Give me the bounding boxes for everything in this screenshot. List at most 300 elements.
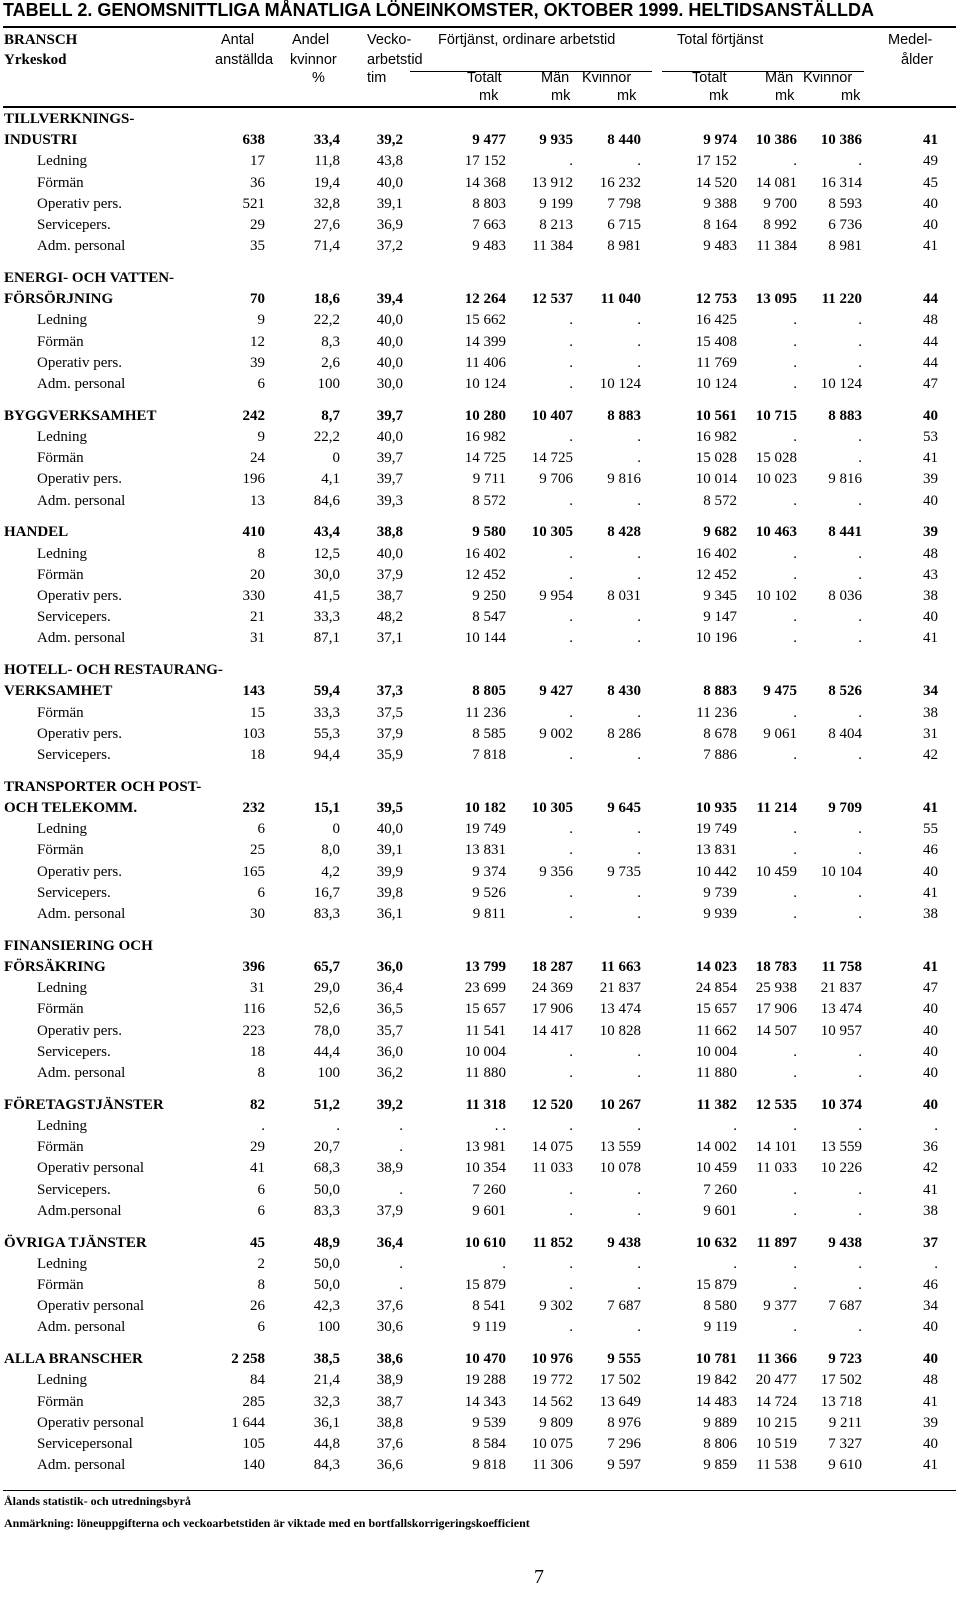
section-title: HANDEL [4, 524, 69, 541]
section-total-cell: 11 758 [821, 959, 862, 975]
table-cell: 31 [250, 980, 265, 997]
table-cell: . [793, 821, 797, 838]
table-cell: 18 [250, 747, 265, 763]
table-cell: 39 [923, 1414, 938, 1431]
table-cell: 8 036 [828, 588, 862, 604]
table-cell: 36,4 [376, 980, 403, 997]
table-cell: 29,0 [313, 980, 340, 997]
table-cell: 11 033 [756, 1160, 797, 1177]
table-cell: 84 [250, 1372, 265, 1389]
section-title: OCH TELEKOMM. [4, 800, 138, 816]
table-cell: . [637, 1118, 641, 1134]
table-cell: . [793, 153, 797, 170]
table-cell: 9 147 [703, 609, 737, 626]
header-unit-3: mk [617, 88, 637, 104]
table-cell: 40 [923, 217, 938, 233]
table-cell: 29 [250, 217, 265, 233]
row-label: Operativ pers. [37, 725, 122, 742]
table-cell: 48 [923, 1372, 938, 1389]
table-cell: 38,9 [376, 1372, 403, 1389]
table-cell: . [858, 312, 862, 329]
section-total-cell: 41 [923, 132, 938, 149]
section-total-cell: 37 [923, 1234, 938, 1251]
table-cell: 15 657 [464, 1001, 506, 1018]
table-cell: . [793, 1277, 797, 1293]
table-cell: 37,6 [376, 1436, 403, 1452]
table-cell: 14 724 [755, 1393, 797, 1410]
row-label: Operativ personal [37, 1298, 145, 1315]
table-cell: . [569, 153, 573, 170]
footer-source: Ålands statistik- och utredningsbyrå [4, 1494, 191, 1508]
table-cell: 8 547 [472, 609, 506, 626]
row-label: Operativ pers. [37, 195, 122, 212]
section-total-cell: 18 287 [531, 959, 573, 975]
table-cell: 11 306 [532, 1457, 573, 1474]
table-cell: . [793, 492, 797, 509]
table-cell: 11 384 [532, 238, 573, 255]
section-total-cell: 9 475 [763, 683, 797, 700]
table-cell: 14 507 [755, 1022, 797, 1039]
section-total-cell: 13 095 [755, 291, 797, 308]
section-total-cell: 33,4 [313, 132, 340, 149]
row-label: Adm. personal [37, 492, 126, 509]
row-label: Förmän [37, 174, 84, 191]
table-cell: 36,9 [376, 217, 403, 233]
table-cell: . [858, 429, 862, 445]
table-cell: 11 769 [696, 354, 737, 371]
table-cell: 9 809 [539, 1414, 573, 1431]
section-total-cell: 11 318 [465, 1096, 506, 1113]
table-cell: 41 [923, 1181, 938, 1198]
table-cell: 17 152 [695, 153, 737, 170]
table-cell: 14 081 [755, 174, 797, 191]
table-cell: . [399, 1255, 403, 1272]
bottom-rule [3, 1490, 956, 1491]
table-cell: . [637, 1181, 641, 1198]
row-label: Ledning [37, 980, 87, 997]
table-cell: 39,7 [376, 450, 403, 467]
table-cell: 37,6 [376, 1298, 403, 1315]
row-label: Adm. personal [37, 1319, 126, 1336]
table-cell: . [793, 1202, 797, 1219]
table-cell: 0 [332, 821, 340, 838]
table-cell: . [858, 1255, 862, 1272]
header-kvinnor-2: Kvinnor [803, 70, 853, 86]
table-cell: 6 [257, 884, 265, 901]
table-cell: . [637, 545, 641, 562]
table-cell: 7 663 [472, 217, 506, 233]
table-cell: 21 837 [599, 980, 641, 997]
table-cell: 44 [923, 354, 938, 371]
section-total-cell: 9 438 [828, 1234, 862, 1251]
table-title: TABELL 2. GENOMSNITTLIGA MÅNATLIGA LÖNEINKOMSTER, OKTOBER 1999. HELTIDSANSTÄLLDA [3, 0, 875, 20]
table-cell: 9 377 [763, 1298, 797, 1315]
table-cell: 9 119 [703, 1319, 737, 1336]
table-cell: 100 [317, 1319, 340, 1336]
table-cell: . [858, 492, 862, 509]
row-label: Operativ personal [37, 1160, 145, 1177]
table-cell: 103 [242, 725, 265, 742]
section-total-cell: 8 526 [828, 683, 862, 700]
table-cell: . [637, 884, 641, 901]
section-total-cell: 43,4 [313, 524, 340, 541]
table-cell: 10 144 [464, 630, 506, 647]
section-total-cell: 39,5 [376, 800, 403, 816]
table-cell: . [858, 884, 862, 901]
table-cell: 36,1 [376, 906, 403, 922]
table-cell: 36,5 [376, 1001, 403, 1018]
table-cell: 8 981 [828, 238, 862, 255]
table-cell: 38 [923, 704, 938, 721]
table-cell: . [858, 747, 862, 763]
table-cell: 19 749 [464, 821, 506, 838]
table-cell: 13 831 [695, 842, 737, 859]
table-cell: . [793, 1043, 797, 1060]
section-total-cell: 9 438 [607, 1234, 641, 1251]
table-cell: 9 954 [539, 588, 573, 604]
table-cell: 10 459 [695, 1160, 737, 1177]
table-cell: 40 [923, 609, 938, 626]
table-cell: 21 [250, 609, 265, 626]
table-cell: 7 260 [472, 1181, 506, 1198]
table-cell: 35 [250, 238, 265, 255]
section-total-cell: 11 366 [756, 1351, 797, 1368]
table-cell: 16 982 [695, 429, 737, 445]
table-cell: . [793, 354, 797, 371]
table-cell: 11 541 [465, 1022, 506, 1039]
table-cell: . [637, 747, 641, 763]
table-cell: 44 [923, 333, 938, 350]
section-total-cell: 34 [923, 683, 938, 700]
table-cell: 15 [250, 704, 265, 721]
table-cell: . [637, 821, 641, 838]
table-cell: 7 327 [828, 1436, 862, 1452]
table-cell: 223 [242, 1022, 265, 1039]
table-cell: 49 [923, 153, 938, 170]
section-total-cell: 51,2 [313, 1096, 340, 1113]
table-cell: 13 474 [820, 1001, 862, 1018]
section-total-cell: 8 428 [607, 524, 641, 541]
section-total-cell: 40 [923, 407, 938, 424]
table-cell: 17 152 [464, 153, 506, 170]
section-total-cell: 12 535 [755, 1096, 797, 1113]
table-cell: . [569, 609, 573, 626]
table-cell: 38,8 [376, 1414, 403, 1431]
section-total-cell: 41 [923, 800, 938, 816]
table-cell: 87,1 [313, 630, 340, 647]
table-cell: 33,3 [313, 609, 340, 626]
table-cell: . [793, 429, 797, 445]
table-cell: 7 687 [607, 1298, 641, 1315]
section-total-cell: 11 897 [756, 1234, 797, 1251]
row-label: Ledning [37, 821, 87, 838]
table-cell: 83,3 [313, 906, 340, 922]
table-cell: 41 [923, 630, 938, 647]
table-cell: 9 539 [472, 1414, 506, 1431]
table-cell: 84,6 [313, 492, 340, 509]
table-cell: . [858, 1319, 862, 1336]
table-cell: 55,3 [313, 725, 340, 742]
table-cell: 14 399 [464, 333, 506, 350]
table-cell: 13 474 [599, 1001, 641, 1018]
header-medel: Medel- [888, 32, 933, 48]
section-total-cell: 40 [923, 1096, 938, 1113]
table-cell: 13 [250, 492, 265, 509]
table-cell: 43,8 [376, 153, 403, 170]
table-cell: 13 718 [820, 1393, 862, 1410]
table-cell: 38,9 [376, 1160, 403, 1177]
table-cell: . [399, 1277, 403, 1293]
table-cell: 8 806 [703, 1436, 737, 1452]
table-cell: 41 [923, 238, 938, 255]
table-cell: 39 [923, 471, 938, 488]
table-cell: 9 610 [828, 1457, 862, 1474]
table-cell: . [637, 1065, 641, 1081]
section-total-cell: 9 580 [472, 524, 506, 541]
table-cell: 8,3 [321, 333, 340, 350]
table-cell: 30,0 [313, 566, 340, 583]
table-cell: . [793, 630, 797, 647]
table-cell: 78,0 [313, 1022, 340, 1039]
table-cell: 16,7 [313, 884, 340, 901]
table-cell: 10 023 [755, 471, 797, 488]
table-cell: 30,0 [376, 376, 403, 392]
table-cell: . [569, 1118, 573, 1134]
table-cell: 31 [923, 725, 938, 742]
section-total-cell: 11 220 [821, 291, 862, 308]
table-cell: 39,1 [376, 195, 403, 212]
table-cell: 38,7 [376, 588, 403, 604]
table-cell: 36,6 [376, 1457, 403, 1474]
section-title: ALLA BRANSCHER [4, 1351, 143, 1368]
table-cell: 39,8 [376, 884, 403, 901]
row-label: Förmän [37, 1001, 84, 1018]
table-cell: 36 [250, 174, 265, 191]
table-cell: 8 981 [607, 238, 641, 255]
table-cell: 25 [250, 842, 265, 859]
table-cell: 29 [250, 1139, 265, 1156]
table-cell: . [569, 354, 573, 371]
table-cell: . [569, 1202, 573, 1219]
table-cell: . [569, 492, 573, 509]
table-cell: 44,8 [313, 1436, 340, 1452]
table-cell: 94,4 [313, 747, 340, 763]
section-total-cell: 45 [250, 1234, 265, 1251]
row-label: Adm. personal [37, 906, 126, 922]
table-cell: . [858, 1065, 862, 1081]
table-cell: 1 644 [231, 1414, 265, 1431]
table-cell: 8 031 [607, 588, 641, 604]
table-cell: 8 580 [703, 1298, 737, 1315]
table-cell: 41 [923, 450, 938, 467]
table-cell: 40,0 [376, 333, 403, 350]
header-andel: Andel [292, 32, 330, 48]
table-cell: . [399, 1181, 403, 1198]
table-cell: 9 889 [703, 1414, 737, 1431]
table-cell: 24 [250, 450, 265, 467]
row-label: Ledning [37, 429, 87, 445]
table-cell: . [793, 1181, 797, 1198]
table-cell: 8 572 [703, 492, 737, 509]
table-cell: 10 102 [755, 588, 797, 604]
table-cell: 105 [242, 1436, 265, 1452]
table-cell: 6 736 [828, 217, 862, 233]
table-cell: 17 906 [755, 1001, 797, 1018]
table-cell: 9 199 [539, 195, 573, 212]
table-cell: . [637, 609, 641, 626]
table-cell: 26 [250, 1298, 265, 1315]
table-cell: 40 [923, 1022, 938, 1039]
table-cell: 19,4 [313, 174, 340, 191]
table-cell: . [569, 312, 573, 329]
table-cell: 10 004 [695, 1043, 737, 1060]
table-cell: 8 572 [472, 492, 506, 509]
section-total-cell: 38,8 [376, 524, 403, 541]
table-cell: . [569, 1277, 573, 1293]
section-total-cell: 10 280 [464, 407, 506, 424]
row-label: Servicepers. [37, 1181, 111, 1198]
section-total-cell: 18,6 [313, 291, 340, 308]
section-total-cell: 10 182 [464, 800, 506, 816]
table-cell: . [569, 704, 573, 721]
table-cell: 6 [257, 376, 265, 392]
table-cell: 11 384 [756, 238, 797, 255]
table-cell: 40,0 [376, 429, 403, 445]
header-tim: tim [367, 70, 387, 86]
table-cell: . [569, 821, 573, 838]
table-cell: 20 [250, 566, 265, 583]
header-anstallda: anställda [215, 52, 274, 68]
table-cell: 68,3 [313, 1160, 340, 1177]
table-cell: 8 678 [703, 725, 737, 742]
table-cell: 36,1 [313, 1414, 340, 1431]
page-number: 7 [534, 1566, 544, 1588]
section-total-cell: 10 610 [464, 1234, 506, 1251]
table-cell: 15 028 [755, 450, 797, 467]
section-total-cell: 8 430 [607, 683, 641, 700]
table-cell: 15 408 [695, 333, 737, 350]
table-cell: 10 124 [820, 376, 862, 392]
table-cell: 37,9 [376, 1202, 403, 1219]
table-cell: 285 [242, 1393, 265, 1410]
table-cell: . [793, 842, 797, 859]
row-label: Adm. personal [37, 376, 126, 392]
table-cell: 10 104 [820, 863, 862, 880]
section-total-cell: 14 023 [695, 959, 737, 975]
row-label: Servicepers. [37, 1043, 111, 1060]
table-cell: 11 406 [465, 354, 506, 371]
table-cell: 10 075 [531, 1436, 573, 1452]
section-total-cell: 2 258 [231, 1351, 265, 1368]
table-cell: 83,3 [313, 1202, 340, 1219]
section-title: BYGGVERKSAMHET [4, 407, 157, 424]
table-cell: . [637, 906, 641, 922]
table-cell: 9 526 [472, 884, 506, 901]
row-label: Adm. personal [37, 1065, 126, 1081]
table-cell: . [858, 153, 862, 170]
table-cell: . [793, 704, 797, 721]
header-unit-4: mk [709, 88, 729, 104]
header-kvinnor: kvinnor [290, 52, 337, 68]
table-cell: . [637, 333, 641, 350]
section-title: ENERGI- OCH VATTEN- [4, 270, 175, 286]
table-cell: . [569, 1255, 573, 1272]
table-cell: 10 004 [464, 1043, 506, 1060]
table-cell: 11,8 [314, 153, 340, 170]
table-cell: . [793, 376, 797, 392]
table-cell: 41 [923, 1457, 938, 1474]
table-cell: 40 [923, 1065, 938, 1081]
table-cell: 19 749 [695, 821, 737, 838]
header-arbetstid: arbetstid [367, 52, 423, 68]
section-total-cell: 10 267 [599, 1096, 641, 1113]
table-cell: 16 232 [599, 174, 641, 191]
section-title: INDUSTRI [4, 132, 78, 149]
table-cell: 36,0 [376, 1043, 403, 1060]
table-cell: 37,5 [376, 704, 403, 721]
table-cell: 9 250 [472, 588, 506, 604]
table-cell: 14 343 [464, 1393, 506, 1410]
table-cell: . [793, 1118, 797, 1134]
table-cell: 8 992 [763, 217, 797, 233]
table-cell: 15 879 [695, 1277, 737, 1293]
table-cell: 46 [923, 842, 938, 859]
section-total-cell: 8 440 [607, 132, 641, 149]
table-cell: . [793, 884, 797, 901]
table-cell: 14 417 [531, 1022, 573, 1039]
row-label: Ledning [37, 545, 87, 562]
table-cell: . [858, 1181, 862, 1198]
table-cell: 140 [242, 1457, 265, 1474]
table-cell: 9 706 [539, 471, 573, 488]
table-cell: 41 [923, 1393, 938, 1410]
header-unit-5: mk [775, 88, 795, 104]
table-cell: 42 [923, 747, 938, 763]
table-cell: 13 831 [464, 842, 506, 859]
table-cell: 7 886 [703, 747, 737, 763]
table-cell: . [569, 906, 573, 922]
table-cell: 14 725 [464, 450, 506, 467]
table-cell: 40 [923, 1001, 938, 1018]
table-cell: . [793, 1065, 797, 1081]
table-cell: . . [494, 1118, 506, 1134]
header-total-fortjanst: Total förtjänst [677, 32, 764, 48]
section-title: ÖVRIGA TJÄNSTER [4, 1234, 147, 1251]
table-cell: 9 483 [703, 238, 737, 255]
table-cell: 11 880 [465, 1065, 506, 1081]
table-cell: 9 816 [607, 471, 641, 488]
section-total-cell: 37,3 [376, 683, 403, 700]
table-cell: 40 [923, 863, 938, 880]
section-total-cell: 39 [923, 524, 938, 541]
section-total-cell: 10 976 [531, 1351, 573, 1368]
table-cell: 10 124 [464, 376, 506, 392]
table-cell: . [637, 153, 641, 170]
table-cell: . [569, 566, 573, 583]
row-label: Operativ pers. [37, 471, 122, 488]
table-cell: 6 [257, 821, 265, 838]
table-cell: 46 [923, 1277, 938, 1293]
table-cell: 10 226 [820, 1160, 862, 1177]
table-cell: 11 033 [532, 1160, 573, 1177]
row-label: Förmän [37, 704, 84, 721]
table-cell: 40,0 [376, 545, 403, 562]
table-cell: 8 [257, 1065, 265, 1081]
table-cell: 7 818 [472, 747, 506, 763]
section-total-cell: 10 561 [695, 407, 737, 424]
table-cell: 9 388 [703, 195, 737, 212]
table-cell: . [858, 842, 862, 859]
